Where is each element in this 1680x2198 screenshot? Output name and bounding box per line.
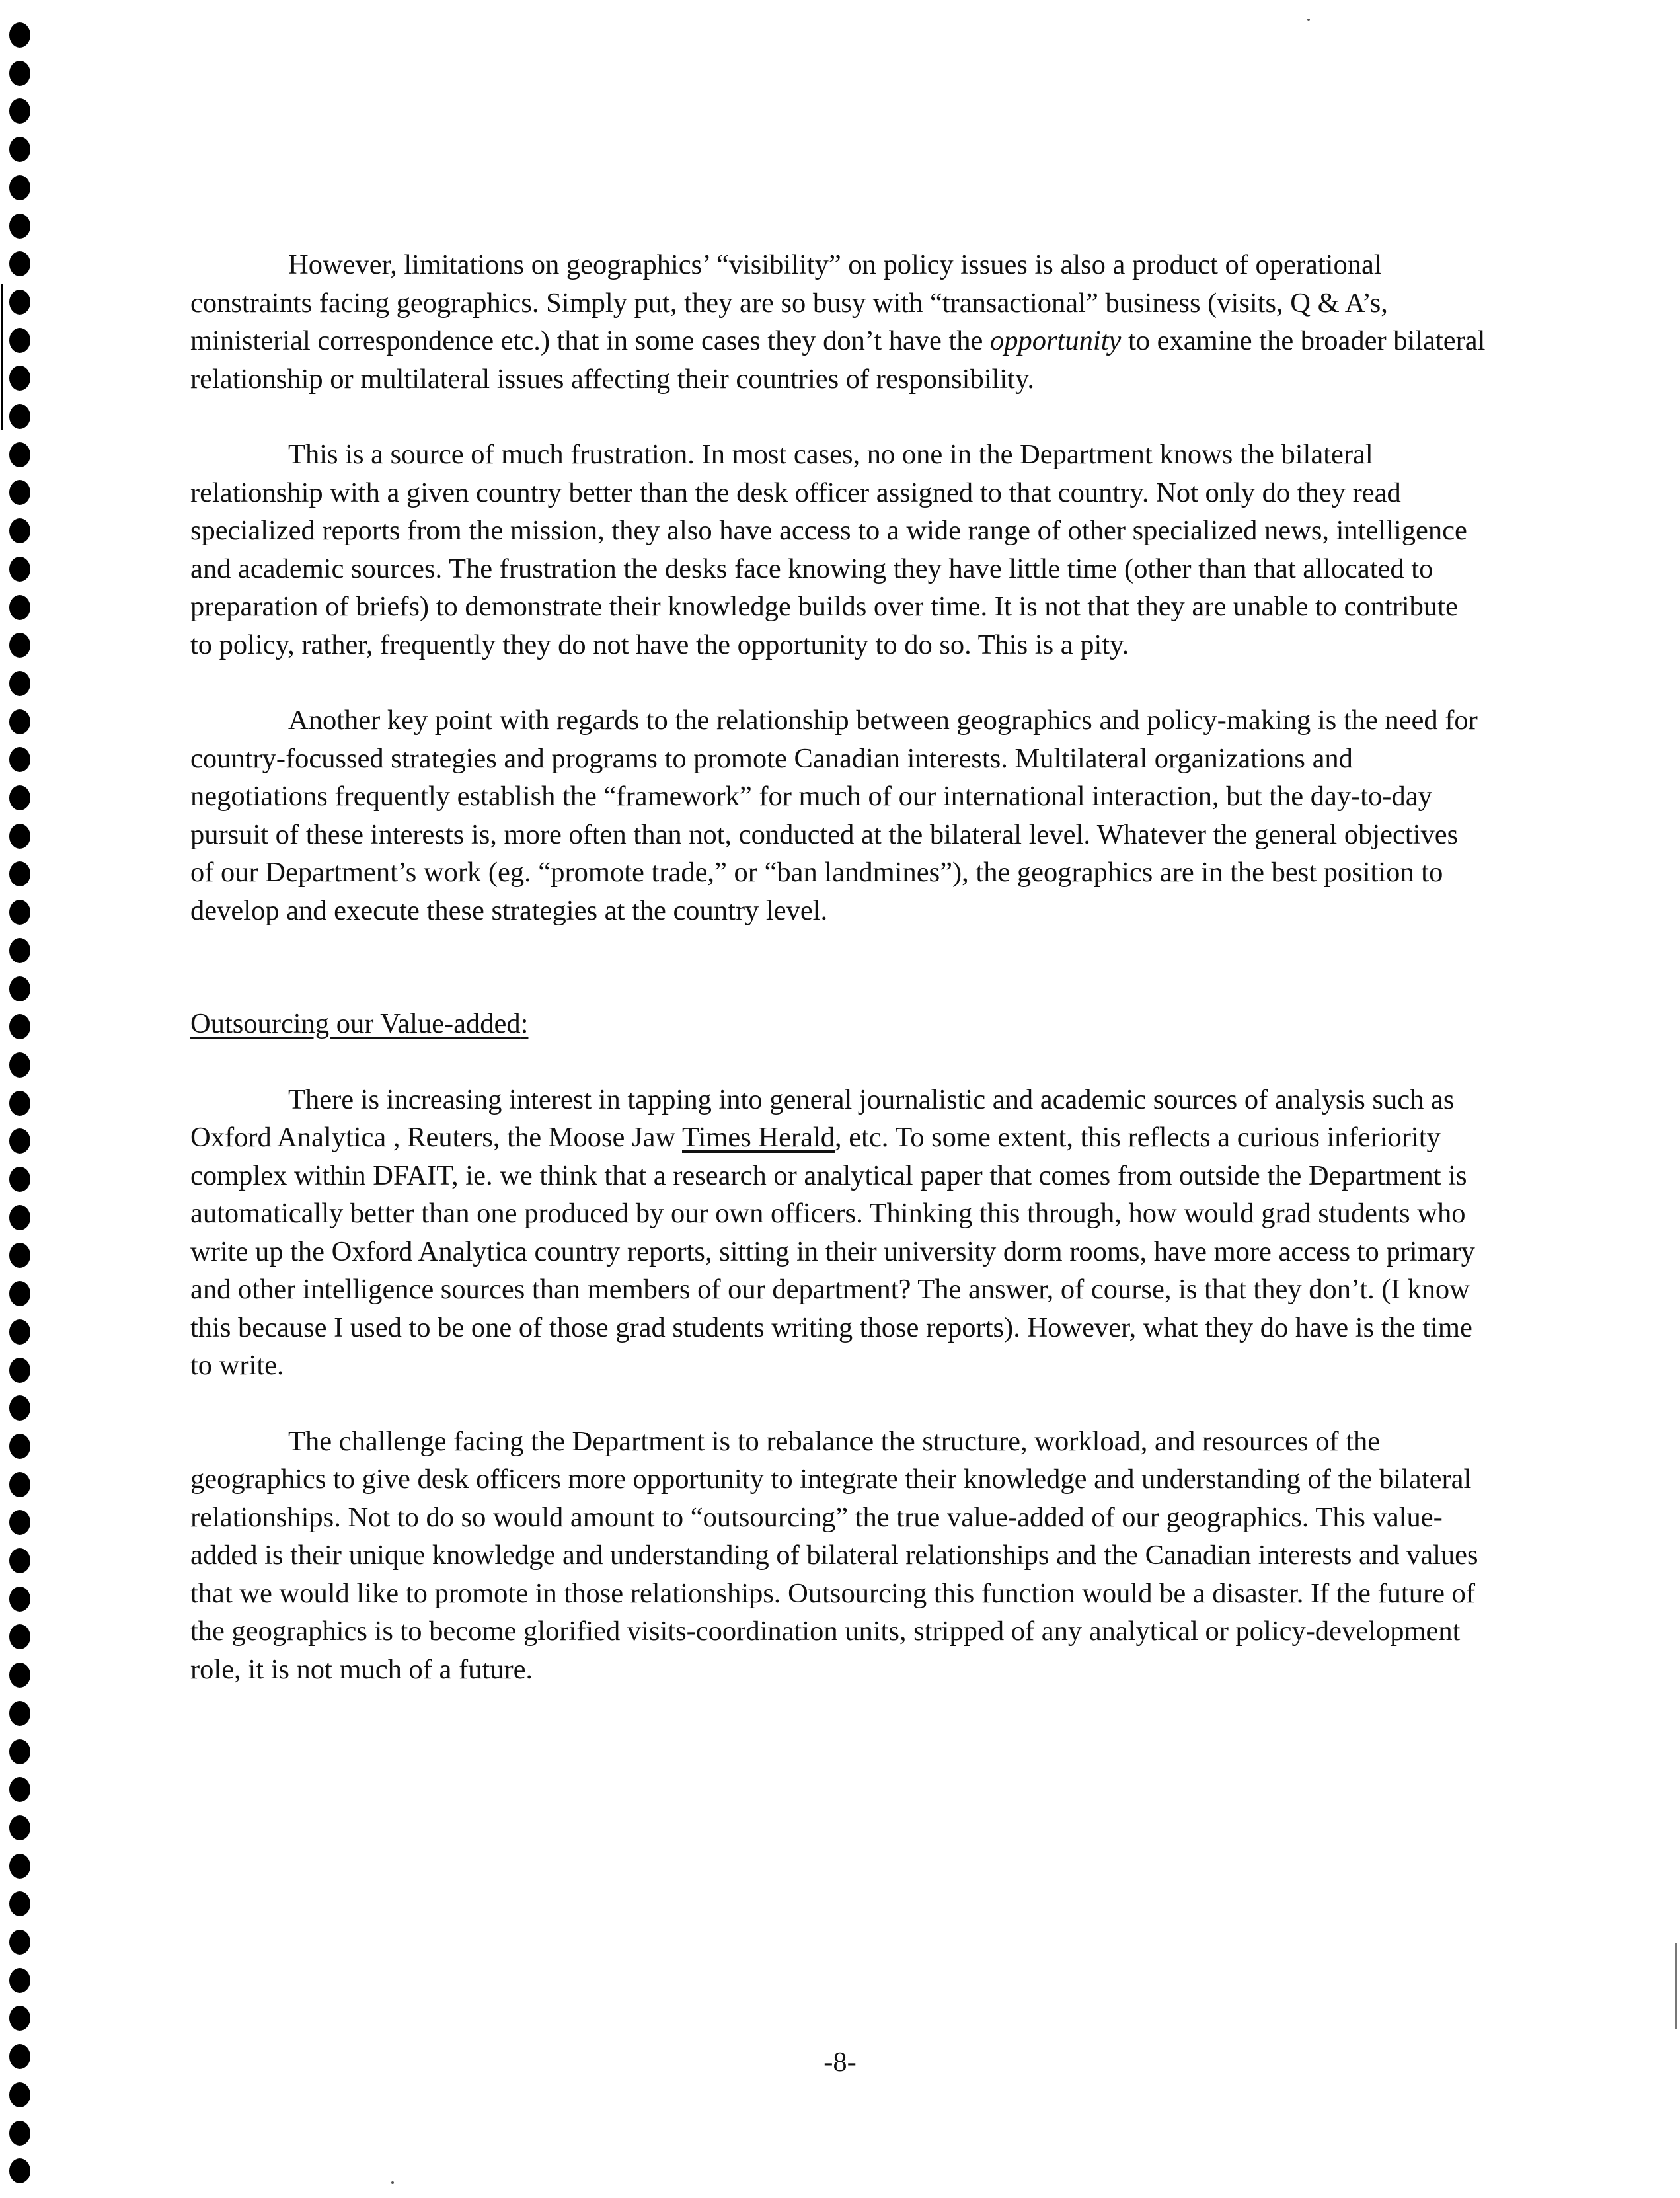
punch-hole: [9, 61, 30, 86]
punch-hole: [9, 1472, 30, 1497]
binder-punch-holes: [9, 22, 36, 2197]
punch-hole: [9, 2082, 30, 2107]
punch-hole: [9, 976, 30, 1001]
punch-hole: [9, 938, 30, 963]
paragraph-frustration: [190, 436, 1486, 664]
punch-hole: [9, 1815, 30, 1840]
paragraph-text: The challenge facing the Department is to rebalance the structure, workload, and resources of the geographics to give desk officers more opportunity to integrate their knowledge and understanding of the bilateral relationships. Not to do so would amount to “outsourcing” the true value-added of our geographics. This value-added is their unique knowledge and understanding of bilateral relationships and the Canadian interests and values that we would like to promote in those relationships. Outsourcing this function would be a disaster. If the future of the geographics is to become glorified visits-coordination units, stripped of any analytical or policy-development role, it is not much of a future.: [190, 1425, 1478, 1685]
document-body: [190, 246, 1486, 1726]
punch-hole: [9, 1128, 30, 1154]
punch-hole: [9, 137, 30, 162]
punch-hole: [9, 785, 30, 810]
punch-hole: [9, 595, 30, 620]
punch-hole: [9, 328, 30, 353]
punch-hole: [9, 1701, 30, 1726]
scan-speck: [391, 2181, 394, 2184]
punch-hole: [9, 557, 30, 582]
punch-hole: [9, 1587, 30, 1612]
emphasized-word: opportunity: [990, 325, 1122, 356]
punch-hole: [9, 22, 30, 48]
punch-hole: [9, 1854, 30, 1879]
punch-hole: [9, 1968, 30, 1993]
punch-hole: [9, 1663, 30, 1688]
punch-hole: [9, 1548, 30, 1573]
punch-hole: [9, 1091, 30, 1116]
punch-hole: [9, 442, 30, 467]
punch-hole: [9, 251, 30, 276]
punch-hole: [9, 1319, 30, 1345]
punch-hole: [9, 2158, 30, 2183]
punch-hole: [9, 214, 30, 239]
punch-hole: [9, 671, 30, 696]
punch-hole: [9, 518, 30, 543]
punch-hole: [9, 175, 30, 200]
scan-right-edge-mark: [1675, 1943, 1677, 2029]
punch-hole: [9, 98, 30, 124]
publication-title: Times Herald: [682, 1122, 835, 1153]
punch-hole: [9, 709, 30, 734]
paragraph-department-challenge: [190, 1423, 1486, 1689]
punch-hole: [9, 900, 30, 925]
punch-hole: [9, 1930, 30, 1955]
paragraph-text: , etc. To some extent, this reflects a curious inferiority complex within DFAIT, ie. we think that a research or analytical paper that comes from outside the Department is automatically better than one produced by our own officers. Thinking this through, how would grad students who write up the Oxford Analytica country reports, sitting in their university dorm rooms, have more access to primary and other intelligence sources than members of our department? The answer, of course, is that they don’t. (I know this because I used to be one of those grad students writing those reports). However, what they do have is the time to write.: [190, 1122, 1475, 1381]
punch-hole: [9, 1243, 30, 1268]
punch-hole: [9, 480, 30, 505]
punch-hole: [9, 290, 30, 315]
paragraph-text: to examine the broader bilateral relationship or multilateral issues affecting their countries of responsibility.: [190, 325, 1486, 395]
paragraph-geographics-visibility: [190, 246, 1486, 398]
punch-hole: [9, 1624, 30, 1649]
punch-hole: [9, 1739, 30, 1764]
paragraph-country-strategies: [190, 701, 1486, 929]
punch-hole: [9, 1014, 30, 1039]
punch-hole: [9, 1167, 30, 1192]
punch-hole: [9, 1358, 30, 1383]
section-heading-colon: :: [520, 1008, 529, 1039]
paragraph-text: Another key point with regards to the relationship between geographics and policy-making is the need for country-focussed strategies and programs to promote Canadian interests. Multilateral organizations and negotiations frequently establish the “framework” for much of our international interaction, but the day-to-day pursuit of these interests is, more often than not, conducted at the bilateral level. Whatever the general objectives of our Department’s work (eg. “promote trade,” or “ban landmines”), the geographics are in the best position to develop and execute these strategies at the country level.: [190, 705, 1478, 926]
punch-hole: [9, 1281, 30, 1306]
scan-edge-mark: [1, 284, 3, 430]
paragraph-text: There is increasing interest in tapping into general journalistic and academic sources of analysis such as Oxford Analytica , Reuters, the Moose Jaw: [190, 1083, 1455, 1153]
punch-hole: [9, 861, 30, 886]
section-heading: [190, 1005, 1486, 1043]
punch-hole: [9, 2006, 30, 2031]
punch-hole: [9, 1777, 30, 1802]
punch-hole: [9, 824, 30, 849]
punch-hole: [9, 1052, 30, 1078]
punch-hole: [9, 1395, 30, 1421]
punch-hole: [9, 2121, 30, 2146]
paragraph-outsourcing-analysis: [190, 1081, 1486, 1385]
punch-hole: [9, 366, 30, 391]
section-heading-label: Outsourcing our Value-added: [190, 1008, 521, 1039]
punch-hole: [9, 404, 30, 429]
scan-speck: [1307, 19, 1310, 21]
punch-hole: [9, 633, 30, 658]
punch-hole: [9, 1205, 30, 1230]
punch-hole: [9, 1510, 30, 1535]
page-number: -8-: [823, 2047, 857, 2078]
paragraph-text: This is a source of much frustration. In most cases, no one in the Department knows the bilateral relationship with a given country better than the desk officer assigned to that country. Not only do they read specialized reports from the mission, they also have access to a wide range of other specialized news, intelligence and academic sources. The frustration the desks face knowing they have little time (other than that allocated to preparation of briefs) to demonstrate their knowledge builds over time. It is not that they are unable to contribute to policy, rather, frequently they do not have the opportunity to do so. This is a pity.: [190, 439, 1467, 660]
punch-hole: [9, 747, 30, 772]
punch-hole: [9, 1434, 30, 1459]
paragraph-text: However, limitations on geographics’ “visibility” on policy issues is also a product of operational constraints facing geographics. Simply put, they are so busy with “transactional” business (visits, Q & A’s, ministerial correspondence etc.) that in some cases they don’t have the: [190, 249, 1388, 356]
punch-hole: [9, 1891, 30, 1916]
